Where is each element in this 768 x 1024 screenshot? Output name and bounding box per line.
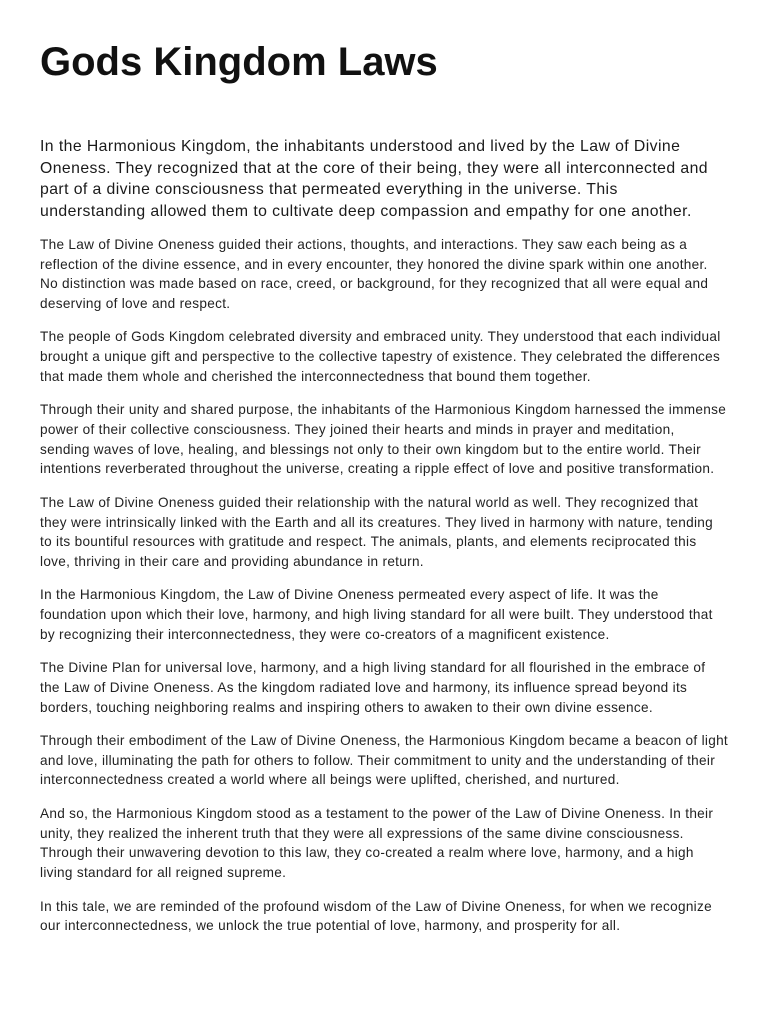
body-paragraph: In this tale, we are reminded of the profound wisdom of the Law of Divine Oneness, for when we recognize our interconnectedness, we unlock the true potential of love, harmony, and prosperity for all.	[40, 898, 712, 934]
body-paragraph: And so, the Harmonious Kingdom stood as a testament to the power of the Law of Divine Oneness. In their unity, they realized the inherent truth that they were all expressions of the same divine consciousness. Through their unwavering devotion to this law, they co-created a realm where love, harmony, and a high living standard for all reigned supreme.	[40, 805, 714, 881]
body-paragraph: The Law of Divine Oneness guided their actions, thoughts, and interactions. They saw each being as a reflection of the divine essence, and in every encounter, they honored the divine spark within one another. No distinction was made based on race, creed, or background, for they recognized that all were equal and deserving of love and respect.	[40, 236, 709, 311]
document-title: Gods Kingdom Laws	[40, 40, 438, 84]
body-paragraph: The people of Gods Kingdom celebrated diversity and embraced unity. They understood that each individual brought a unique gift and perspective to the collective tapestry of existence. They celebrated the differences that made them whole and cherished the interconnectedness that bound them together.	[40, 329, 721, 384]
body-paragraph: The Law of Divine Oneness guided their relationship with the natural world as well. They recognized that they were intrinsically linked with the Earth and all its creatures. They lived in harmony with nature, tending to its bountiful resources with gratitude and respect. The animals, plants, and elements reciprocated this love, thriving in their care and providing abundance in return.	[40, 494, 714, 569]
lead-paragraph: In the Harmonious Kingdom, the inhabitants understood and lived by the Law of Divine Oneness. They recognized that at the core of their being, they were all interconnected and part of a divine consciousness that permeated everything in the universe. This understanding allowed them to cultivate deep compassion and empathy for one another.	[40, 138, 709, 221]
body-paragraph: The Divine Plan for universal love, harmony, and a high living standard for all flourished in the embrace of the Law of Divine Oneness. As the kingdom radiated love and harmony, its influence spread beyond its borders, touching neighboring realms and inspiring others to awaken to their own divine essence.	[40, 660, 706, 715]
body-paragraph: Through their unity and shared purpose, the inhabitants of the Harmonious Kingdom harnessed the immense power of their collective consciousness. They joined their hearts and minds in prayer and meditation, sending waves of love, healing, and blessings not only to their own kingdom but to the entire world. Their intentions reverberated throughout the universe, creating a ripple effect of love and positive transformation.	[40, 402, 727, 477]
body-paragraph: Through their embodiment of the Law of Divine Oneness, the Harmonious Kingdom became a beacon of light and love, illuminating the path for others to follow. Their commitment to unity and the understanding of their interconnectedness created a world where all beings were uplifted, cherished, and nurtured.	[40, 733, 729, 788]
body-paragraph: In the Harmonious Kingdom, the Law of Divine Oneness permeated every aspect of life. It was the foundation upon which their love, harmony, and high living standard for all were built. They understood that by recognizing their interconnectedness, they were co-creators of a magnificent existence.	[40, 587, 713, 642]
